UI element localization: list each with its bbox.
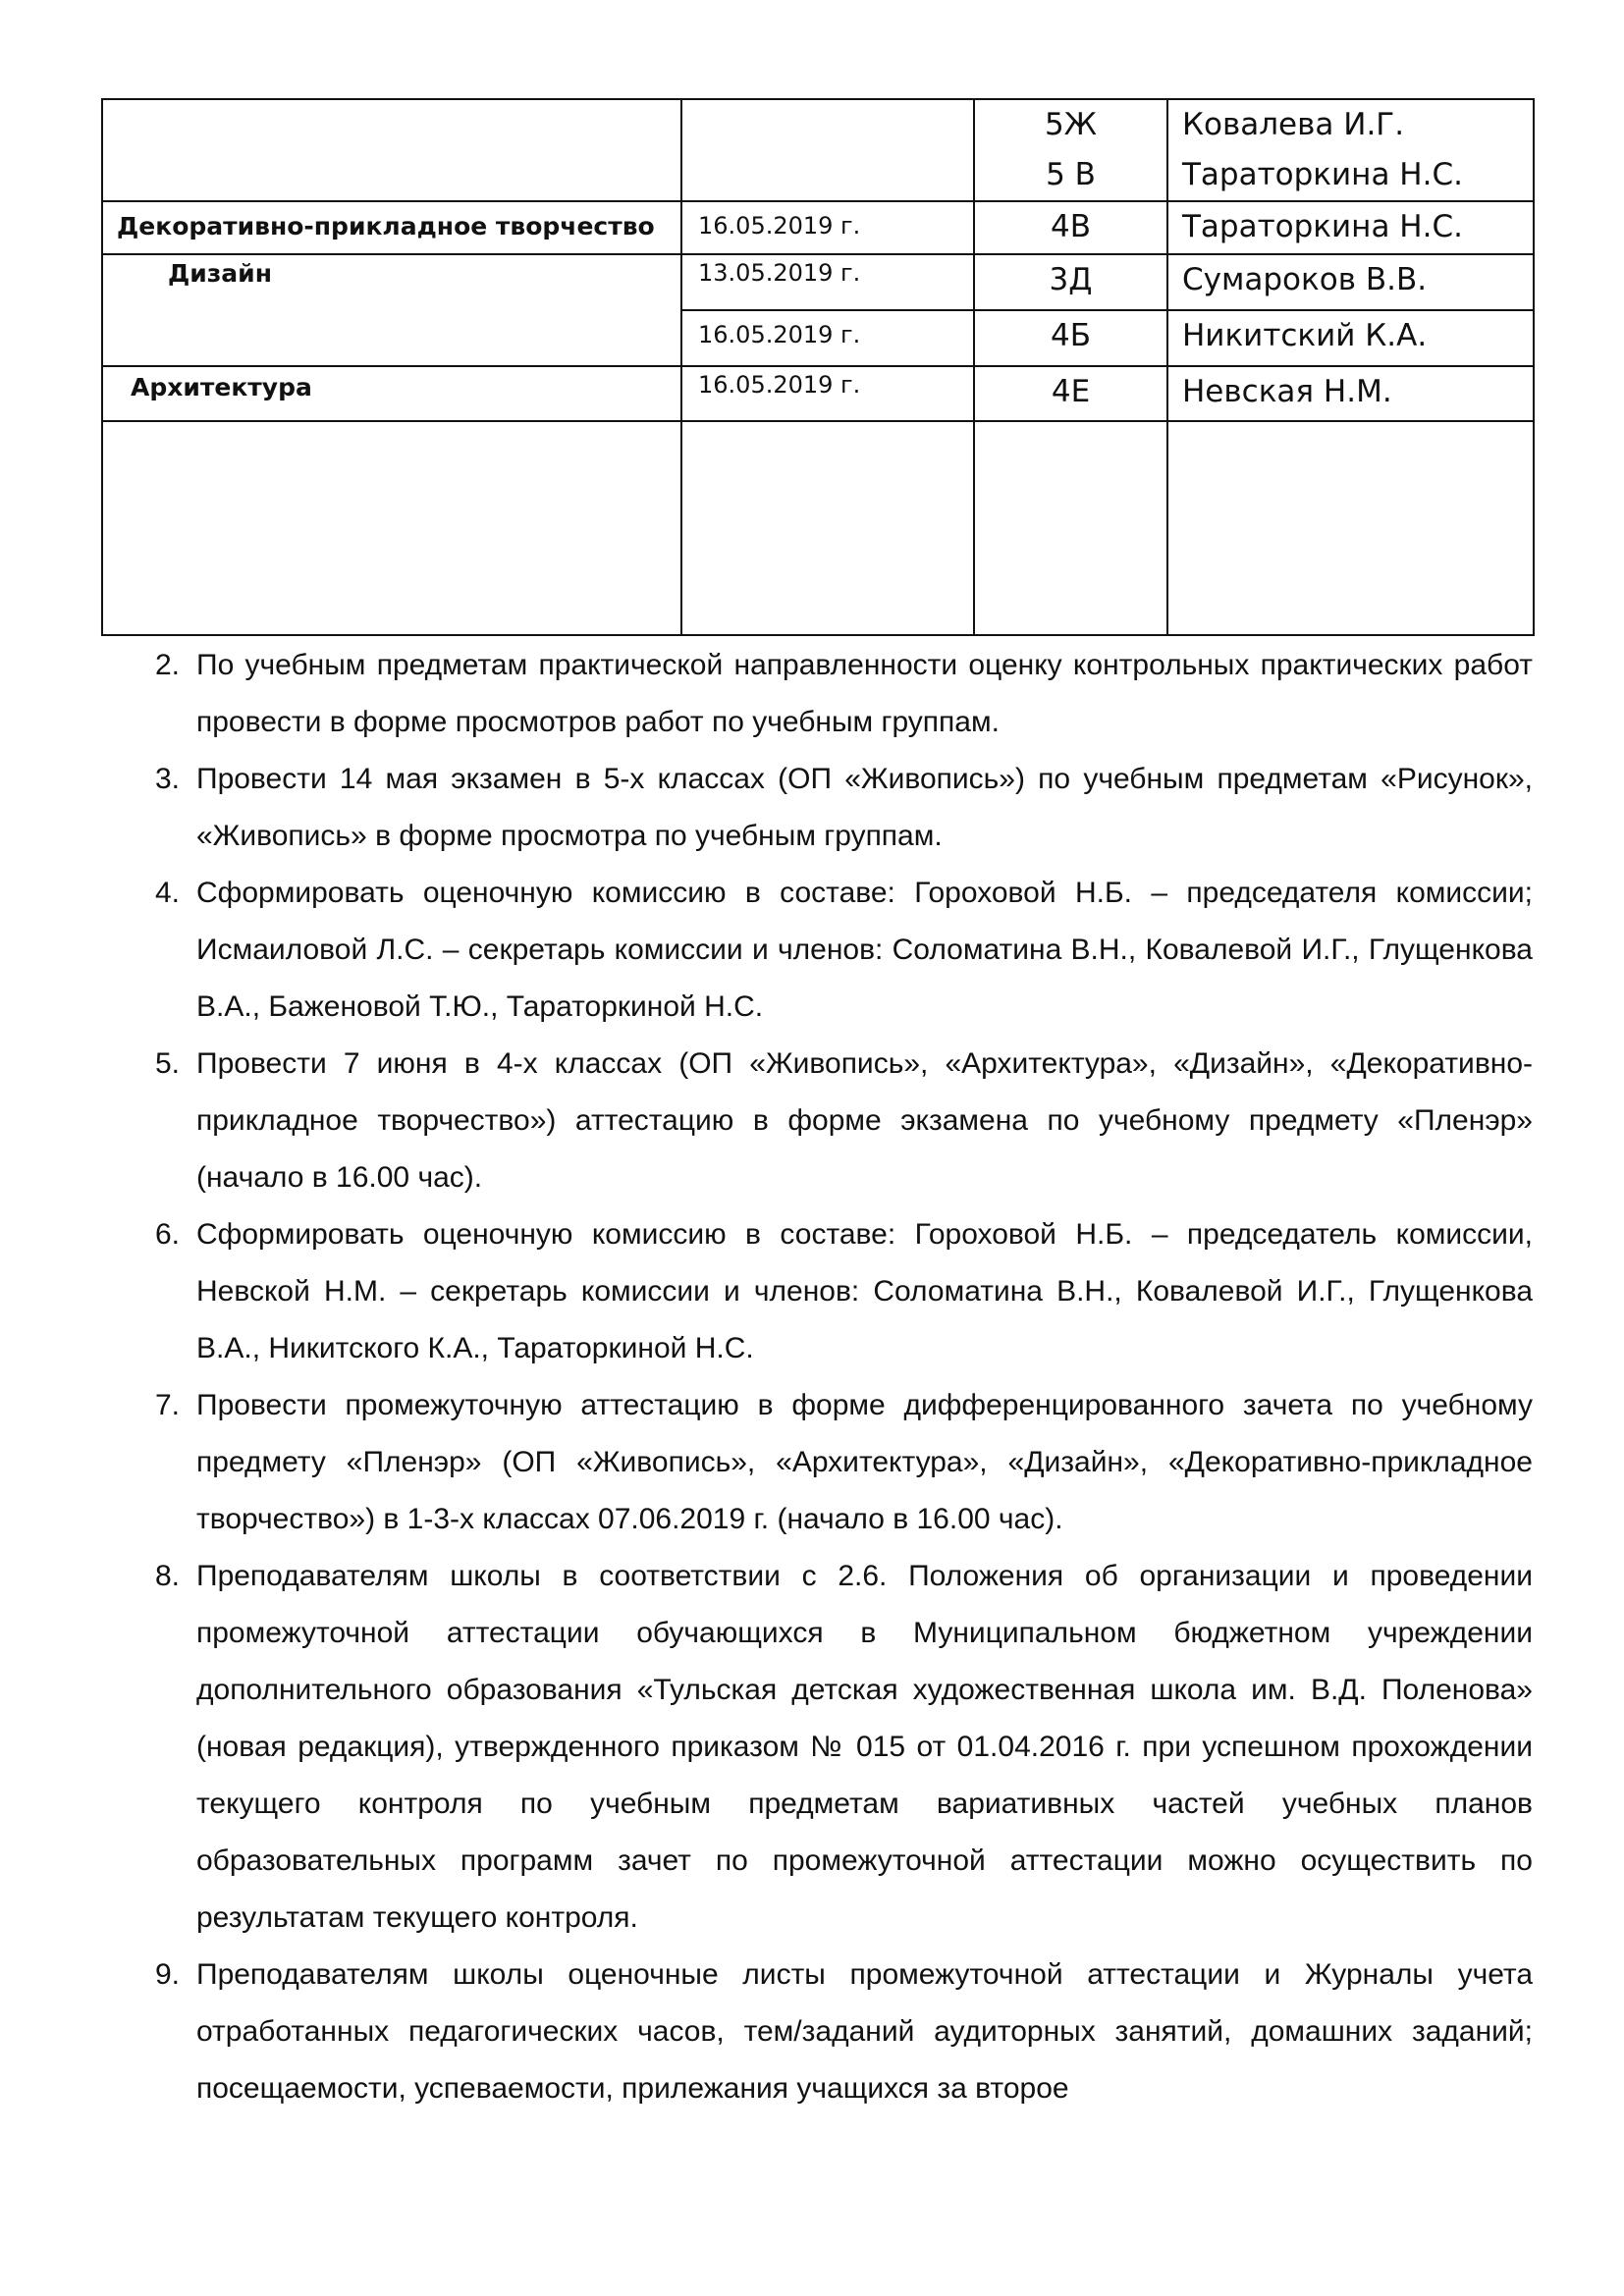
list-item-number: 7. bbox=[154, 1389, 180, 1421]
class-cell bbox=[974, 366, 1167, 421]
list-item-number: 5. bbox=[154, 1047, 180, 1080]
class-cell bbox=[974, 201, 1167, 254]
table-row bbox=[102, 201, 1534, 254]
empty-cell bbox=[681, 421, 974, 635]
date-cell bbox=[681, 310, 974, 366]
subject-cell bbox=[102, 99, 681, 201]
teacher-name: Невская Н.М. bbox=[1182, 374, 1392, 409]
class-name: 4Е bbox=[1051, 374, 1091, 409]
class-name: 5 В bbox=[1046, 157, 1096, 192]
class-name: 5Ж bbox=[1044, 107, 1098, 142]
exam-date: 13.05.2019 г. bbox=[698, 259, 861, 287]
empty-cell bbox=[1167, 421, 1534, 635]
list-item bbox=[142, 865, 1533, 1036]
table-row bbox=[102, 254, 1534, 310]
list-item-text: Провести 14 мая экзамен в 5-х классах (ОП «Живопись») по учебным предметам «Рисунок», «Живопись» в форме просмотра по учебным группам. bbox=[196, 763, 1533, 852]
list-item bbox=[142, 1377, 1533, 1548]
list-item-text: Преподавателям школы в соответствии с 2.6. Положения об организации и проведении промежуточной аттестации обучающихся в Муниципальном бюджетном учреждении дополнительного образования «Тульская детская художественная школа им. В.Д. Поленова» (новая редакция), утвержденного приказом № 015 от 01.04.2016 г. при успешном прохождении текущего контроля по учебным предметам вариативных частей учебных планов образовательных программ зачет по промежуточной аттестации можно осуществить по результатам текущего контроля. bbox=[196, 1560, 1533, 1934]
list-item-number: 9. bbox=[154, 1958, 180, 1991]
teacher-cell bbox=[1167, 99, 1534, 201]
subject-name: Дизайн bbox=[168, 259, 272, 288]
date-cell bbox=[681, 366, 974, 421]
class-cell bbox=[974, 254, 1167, 310]
table-row bbox=[102, 99, 1534, 201]
list-item-number: 6. bbox=[154, 1218, 180, 1251]
subject-cell bbox=[102, 201, 681, 254]
teacher-cell bbox=[1167, 254, 1534, 310]
list-item-number: 4. bbox=[154, 877, 180, 909]
class-cell bbox=[974, 310, 1167, 366]
subject-cell bbox=[102, 254, 681, 366]
subject-name: Декоративно-прикладное творчество bbox=[117, 212, 655, 240]
list-item-number: 3. bbox=[154, 763, 180, 795]
list-item-number: 2. bbox=[154, 649, 180, 681]
list-item-text: Сформировать оценочную комиссию в составе: Гороховой Н.Б. – председатель комиссии, Невской Н.М. – секретарь комиссии и членов: Соломатина В.Н., Ковалевой И.Г., Глущенкова В.А., Никитского К.А., Тараторкиной Н.С. bbox=[196, 1218, 1533, 1364]
class-name: 4В bbox=[1051, 209, 1091, 244]
schedule-table bbox=[101, 98, 1535, 636]
list-item bbox=[142, 637, 1533, 751]
empty-cell bbox=[102, 421, 681, 635]
teacher-name: Тараторкина Н.С. bbox=[1182, 157, 1463, 192]
subject-name bbox=[103, 100, 680, 110]
exam-date: 16.05.2019 г. bbox=[698, 371, 861, 399]
teacher-cell bbox=[1167, 366, 1534, 421]
class-name: 3Д bbox=[1049, 262, 1093, 297]
list-item bbox=[142, 1036, 1533, 1206]
subject-cell bbox=[102, 366, 681, 421]
list-item bbox=[142, 751, 1533, 865]
date-cell bbox=[681, 254, 974, 310]
list-item bbox=[142, 1206, 1533, 1377]
list-item-text: По учебным предметам практической направленности оценку контрольных практических работ провести в форме просмотров работ по учебным группам. bbox=[196, 649, 1533, 738]
list-item-text: Преподавателям школы оценочные листы промежуточной аттестации и Журналы учета отработанных педагогических часов, тем/заданий аудиторных занятий, домашних заданий; посещаемости, успеваемости, прилежания учащихся за второе bbox=[196, 1958, 1533, 2105]
list-item bbox=[142, 1548, 1533, 1947]
teacher-name: Никитский К.А. bbox=[1182, 318, 1428, 353]
exam-date bbox=[682, 100, 973, 110]
exam-date: 16.05.2019 г. bbox=[698, 321, 861, 348]
date-cell bbox=[681, 201, 974, 254]
table-row-empty bbox=[102, 421, 1534, 635]
empty-cell bbox=[974, 421, 1167, 635]
list-item-text: Провести промежуточную аттестацию в форме дифференцированного зачета по учебному предмету «Пленэр» (ОП «Живопись», «Архитектура», «Дизайн», «Декоративно-прикладное творчество») в 1-3-х классах 07.06.2019 г. (начало в 16.00 час). bbox=[196, 1389, 1533, 1535]
subject-name: Архитектура bbox=[131, 373, 312, 401]
list-item-text: Провести 7 июня в 4-х классах (ОП «Живопись», «Архитектура», «Дизайн», «Декоративно-прикладное творчество») аттестацию в форме экзамена по учебному предмету «Пленэр» (начало в 16.00 час). bbox=[196, 1047, 1533, 1194]
teacher-cell bbox=[1167, 201, 1534, 254]
numbered-list bbox=[142, 637, 1533, 2117]
date-cell bbox=[681, 99, 974, 201]
list-item bbox=[142, 1947, 1533, 2117]
teacher-name: Ковалева И.Г. bbox=[1182, 107, 1405, 142]
list-item-number: 8. bbox=[154, 1560, 180, 1592]
teacher-cell bbox=[1167, 310, 1534, 366]
teacher-name: Тараторкина Н.С. bbox=[1182, 209, 1463, 244]
teacher-name: Сумароков В.В. bbox=[1182, 262, 1428, 297]
table-row bbox=[102, 366, 1534, 421]
class-name: 4Б bbox=[1051, 318, 1091, 353]
class-cell bbox=[974, 99, 1167, 201]
exam-date: 16.05.2019 г. bbox=[698, 212, 861, 240]
list-item-text: Сформировать оценочную комиссию в составе: Гороховой Н.Б. – председателя комиссии; Исмаиловой Л.С. – секретарь комиссии и членов: Соломатина В.Н., Ковалевой И.Г., Глущенкова В.А., Баженовой Т.Ю., Тараторкиной Н.С. bbox=[196, 877, 1533, 1023]
